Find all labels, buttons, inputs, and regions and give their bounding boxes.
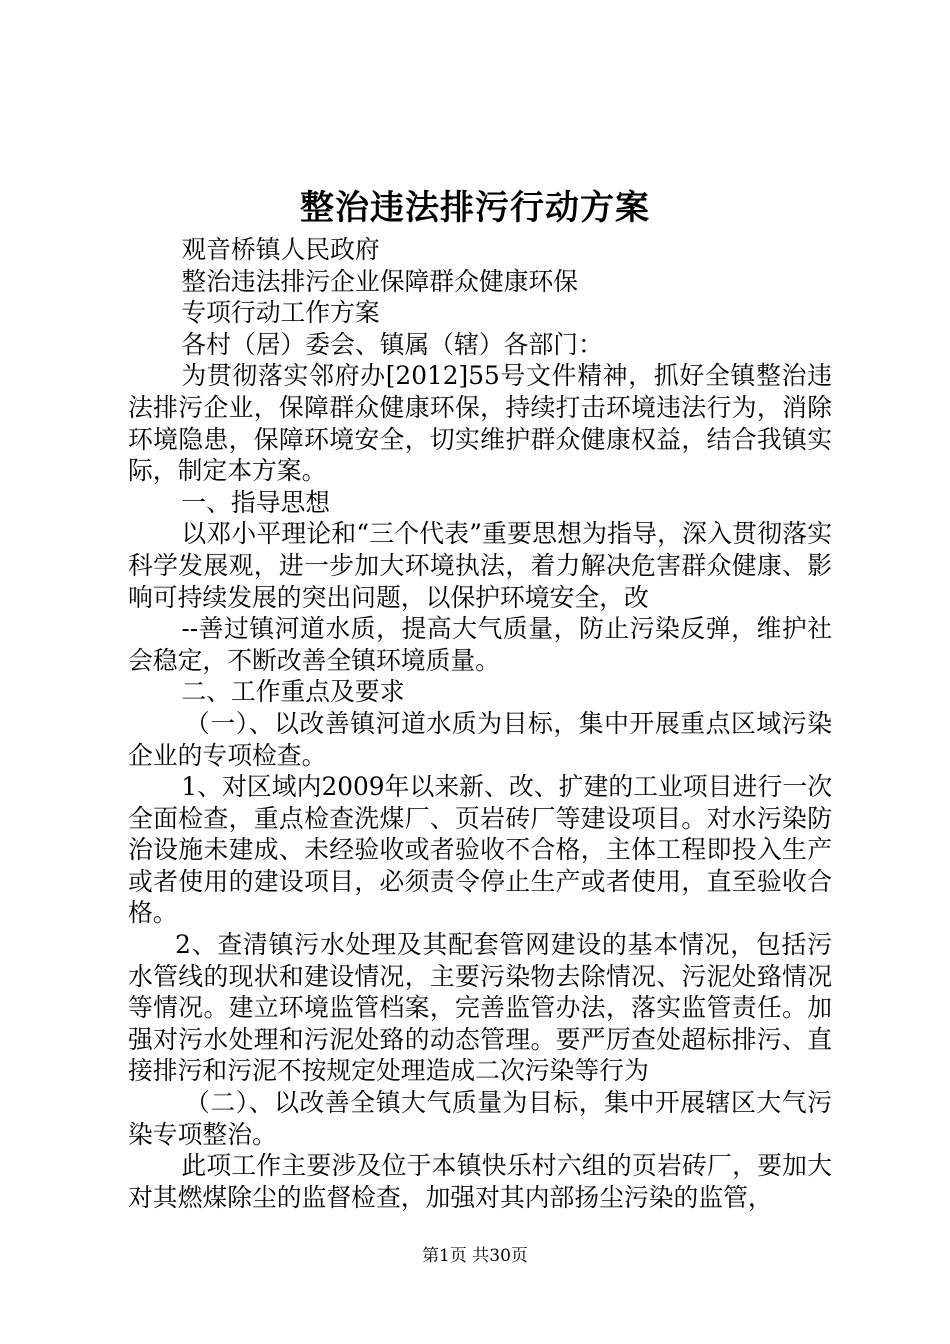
paragraph-subtitle-2: 专项行动工作方案 xyxy=(181,298,380,328)
paragraph-guiding-thought: 以邓小平理论和“三个代表”重要思想为指导，深入贯彻落实科学发展观，进一步加大环境执法，着力解决危害群众健康、影响可持续发展的突出问题，以保护环境安全，改 xyxy=(128,519,832,612)
paragraph-item-1: 1、对区域内2009年以来新、改、扩建的工业项目进行一次全面检查，重点检查洗煤厂、页岩砖厂等建设项目。对水污染防治设施未建成、未经验收或者验收不合格，主体工程即投入生产或者使用的建设项目，必须责令停止生产或者使用，直至验收合格。 xyxy=(128,772,832,928)
subsection-heading-water: （一）、以改善镇河道水质为目标，集中开展重点区域污染企业的专项检查。 xyxy=(128,708,832,770)
paragraph-air-detail: 此项工作主要涉及位于本镇快乐村六组的页岩砖厂，要加大对其燃煤除尘的监督检查，加强对其内部扬尘污染的监管， xyxy=(128,1151,832,1212)
paragraph-issuer: 观音桥镇人民政府 xyxy=(181,235,380,264)
paragraph-subtitle-1: 整治违法排污企业保障群众健康环保 xyxy=(181,266,579,296)
paragraph-addressee: 各村（居）委会、镇属（辖）各部门： xyxy=(181,329,603,359)
document-body xyxy=(128,234,832,1213)
paragraph-item-2: 2、查清镇污水处理及其配套管网建设的基本情况，包括污水管线的现状和建设情况，主要污染物去除情况、污泥处臵情况等情况。建立环境监管档案，完善监管办法，落实监管责任。加强对污水处理和污泥处臵的动态管理。要严厉查处超标排污、直接排污和污泥不按规定处理造成二次污染等行为 xyxy=(128,930,832,1086)
section-heading-guiding-thought: 一、指导思想 xyxy=(181,487,331,517)
page-footer: 第1页 共30页 xyxy=(422,1246,528,1266)
subsection-heading-air: （二）、以改善全镇大气质量为目标，集中开展辖区大气污染专项整治。 xyxy=(128,1088,832,1149)
document-title: 整治违法排污行动方案 xyxy=(300,188,650,228)
paragraph-guiding-thought-cont: --善过镇河道水质，提高大气质量，防止污染反弹，维护社会稳定，不断改善全镇环境质量。 xyxy=(128,614,832,675)
section-heading-key-work: 二、工作重点及要求 xyxy=(181,677,405,707)
paragraph-intro: 为贯彻落实邻府办[2012]55号文件精神，抓好全镇整治违法排污企业，保障群众健康环保，持续打击环境违法行为，消除环境隐患，保障环境安全，切实维护群众健康权益，结合我镇实际，制定本方案。 xyxy=(128,361,832,486)
